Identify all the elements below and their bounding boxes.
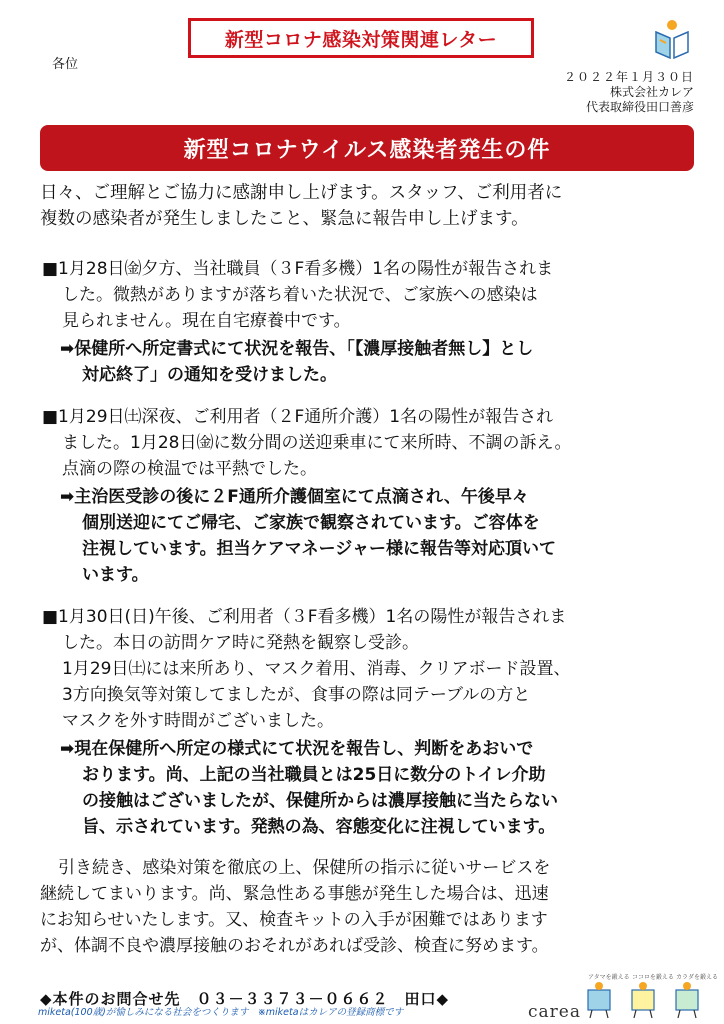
section-action <box>42 336 702 388</box>
closing-line: 引き続き、感染対策を徹底の上、保健所の指示に従いサービスを <box>58 858 551 878</box>
section-action <box>42 484 702 588</box>
company-logo-icon <box>650 18 694 62</box>
action-line: 旨、示されています。発熱の為、容態変化に注視しています。 <box>82 817 556 837</box>
footer-tag: ココロを鍛える <box>631 974 674 981</box>
section-line: ■1月30日(日)午後、ご利用者（３F看多機）1名の陽性が報告されま <box>42 607 567 627</box>
closing-line: 継続してまいります。尚、緊急性ある事態が発生した場合は、迅速 <box>40 884 549 904</box>
closing-line: にお知らせいたします。又、検査キットの入手が困難ではあります <box>40 910 548 930</box>
letter-meta <box>564 70 694 115</box>
section-line: した。微熱がありますが落ち着いた状況で、ご家族への感染は <box>62 285 538 305</box>
section-line: 点滴の際の検温では平熱でした。 <box>62 459 317 479</box>
footer-tag: アタマを鍛える <box>588 974 630 981</box>
report-section-1 <box>42 256 702 388</box>
contact-line: ◆本件のお問合せ先 ０３－３３７３－０６６２ 田口◆ <box>40 990 450 1008</box>
mascot-characters-icon <box>580 980 710 1020</box>
action-line: 対応終了」の通知を受けました。 <box>82 365 337 385</box>
date: ２０２２年１月３０日 <box>563 70 694 84</box>
page-title: 新型コロナウイルス感染者発生の件 <box>40 125 694 171</box>
brand-name: carea <box>528 1002 581 1022</box>
section-line: した。本日の訪問ケア時に発熱を観察し受診。 <box>62 633 419 653</box>
action-line: ➡現在保健所へ所定の様式にて状況を報告し、判断をあおいで <box>60 739 534 759</box>
action-line: おります。尚、上記の当社職員とは25日に数分のトイレ介助 <box>82 765 546 785</box>
action-line: ➡保健所へ所定書式にて状況を報告、「【濃厚接触者無し】とし <box>60 339 534 359</box>
representative: 代表取締役田口善彦 <box>585 100 694 114</box>
footer-tag: カラダを鍛える <box>676 974 718 981</box>
section-line: ■1月28日㈮夕方、当社職員（３F看多機）1名の陽性が報告されま <box>42 259 554 279</box>
section-line: 見られません。現在自宅療養中です。 <box>62 311 351 331</box>
report-section-3 <box>42 604 702 840</box>
action-line: の接触はございましたが、保健所からは濃厚接触に当たらない <box>82 791 558 811</box>
closing-paragraph <box>40 855 700 959</box>
action-line: 個別送迎にてご帰宅、ご家族で観察されています。ご容体を <box>82 513 540 533</box>
closing-line: が、体調不良や濃厚接触のおそれがあれば受診、検査に努めます。 <box>40 936 549 956</box>
intro-line: 複数の感染者が発生しましたこと、緊急に報告申し上げます。 <box>40 209 529 229</box>
action-line: ➡主治医受診の後に２F通所介護個室にて点滴され、午後早々 <box>60 487 529 507</box>
letter-title: 新型コロナ感染対策関連レター <box>188 18 534 58</box>
section-line: 3方向換気等対策してましたが、食事の際は同テーブルの方と <box>62 685 531 705</box>
intro-paragraph <box>40 180 690 232</box>
section-line: マスクを外す時間がございました。 <box>62 711 334 731</box>
addressee: 各位 <box>52 57 79 72</box>
slogan: miketa(100歳)が愉しみになる社会をつくります ※miketaはカレアの登録商標です <box>38 1007 404 1018</box>
section-action <box>42 736 702 840</box>
intro-line: 日々、ご理解とご協力に感謝申し上げます。スタッフ、ご利用者に <box>40 183 563 203</box>
section-line: ■1月29日㈯深夜、ご利用者（２F通所介護）1名の陽性が報告され <box>42 407 554 427</box>
action-line: 注視しています。担当ケアマネージャー様に報告等対応頂いて <box>82 539 556 559</box>
report-section-2 <box>42 404 702 588</box>
section-line: 1月29日㈯には来所あり、マスク着用、消毒、クリアボード設置、 <box>62 659 571 679</box>
action-line: います。 <box>82 565 149 585</box>
section-line: ました。1月28日㈮に数分間の送迎乗車にて来所時、不調の訴え。 <box>62 433 572 453</box>
company-name: 株式会社カレア <box>609 85 694 99</box>
